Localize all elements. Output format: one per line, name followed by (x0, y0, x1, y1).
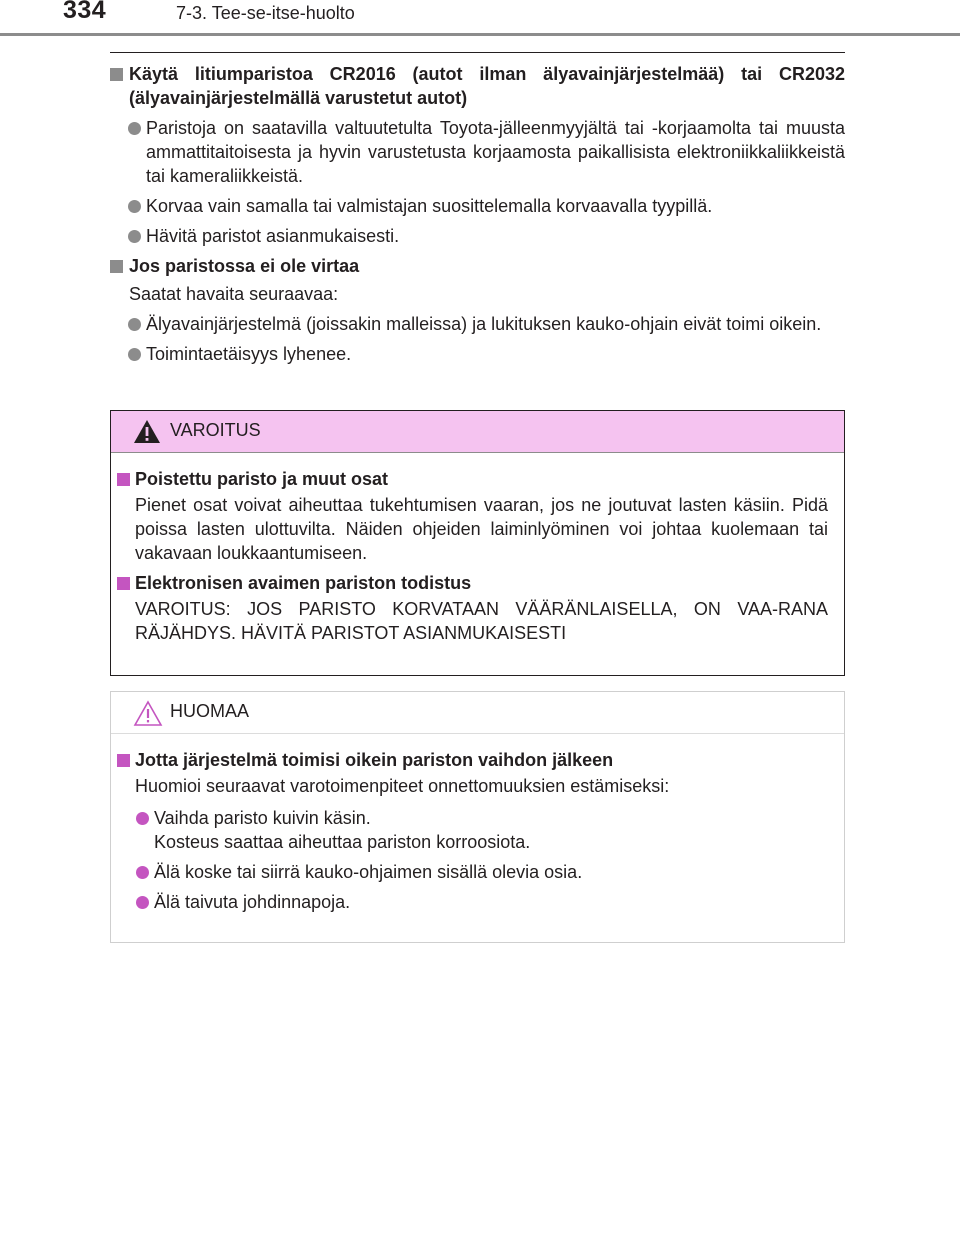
warning-item-heading-text: Poistettu paristo ja muut osat (135, 469, 389, 489)
square-bullet-icon (110, 68, 123, 81)
square-bullet-icon (110, 260, 123, 273)
warning-item-heading (111, 571, 844, 595)
warning-box (110, 410, 845, 676)
square-bullet-icon (117, 754, 130, 767)
section-intro: Saatat havaita seuraavaa: (129, 284, 339, 304)
warning-header (111, 411, 844, 453)
notice-heading (111, 748, 844, 772)
warning-item-text: Pienet osat voivat aiheuttaa tukehtumisen vaaran, jos ne joutuvat lasten käsiin. Pidä poissa lasten ulottuvilta. Näiden ohjeiden laiminlyöminen voi johtaa kuolemaan tai vakavaan loukkaantumiseen. (135, 495, 828, 563)
warning-body (111, 467, 844, 651)
list-item-text: Korvaa vain samalla tai valmistajan suosittelemalla korvaavalla tyypillä. (146, 196, 713, 216)
list-item (111, 860, 844, 884)
caution-triangle-outline-icon (133, 700, 163, 727)
notice-title: HUOMAA (170, 701, 250, 721)
list-item-text: Älyavainjärjestelmä (joissakin malleissa) ja lukituksen kauko-ohjain eivät toimi oikein. (146, 314, 822, 334)
square-bullet-icon (117, 577, 130, 590)
list-item-text: Paristoja on saatavilla valtuutetulta Toyota-jälleenmyyjältä tai -korjaamolta tai muusta ammattitaitoisesta ja hyvin varustetusta korjaamosta paikallisista elektroniikkaliikkeistä tai kameraliikkeistä. (146, 118, 845, 186)
list-item (111, 806, 844, 854)
section-title: 7-3. Tee-se-itse-huolto (176, 3, 355, 23)
round-bullet-icon (128, 318, 141, 331)
list-item-text: Hävitä paristot asianmukaisesti. (146, 226, 400, 246)
list-item (110, 312, 845, 336)
warning-triangle-icon (133, 419, 161, 444)
section-heading (110, 254, 845, 278)
notice-box (110, 691, 845, 943)
round-bullet-icon (128, 230, 141, 243)
header-divider (0, 33, 960, 36)
list-item-text: Älä taivuta johdinnapoja. (154, 892, 351, 912)
list-item-text: Vaihda paristo kuivin käsin. (154, 808, 371, 828)
main-content (110, 62, 845, 372)
section-heading-text: Käytä litiumparistoa CR2016 (autot ilman älyavainjärjestelmää) tai CR2032 (älyavainjärjestelmällä varustetut autot) (129, 64, 845, 108)
list-item (110, 116, 845, 188)
list-item (110, 342, 845, 366)
notice-intro: Huomioi seuraavat varotoimenpiteet onnettomuuksien estämiseksi: (135, 776, 670, 796)
warning-title: VAROITUS (170, 420, 261, 440)
section-heading (110, 62, 845, 110)
page-number: 334 (63, 0, 107, 24)
round-bullet-icon (128, 122, 141, 135)
round-bullet-icon (136, 812, 149, 825)
notice-body (111, 748, 844, 920)
round-bullet-icon (128, 200, 141, 213)
section-heading-text: Jos paristossa ei ole virtaa (129, 256, 360, 276)
content-divider (110, 52, 845, 53)
list-item-subtext: Kosteus saattaa aiheuttaa pariston korroosiota. (154, 832, 531, 852)
notice-header (111, 692, 844, 734)
square-bullet-icon (117, 473, 130, 486)
list-item (111, 890, 844, 914)
list-item-text: Älä koske tai siirrä kauko-ohjaimen sisällä olevia osia. (154, 862, 583, 882)
round-bullet-icon (136, 896, 149, 909)
list-item-text: Toimintaetäisyys lyhenee. (146, 344, 352, 364)
list-item (110, 224, 845, 248)
notice-heading-text: Jotta järjestelmä toimisi oikein pariston vaihdon jälkeen (135, 750, 614, 770)
round-bullet-icon (128, 348, 141, 361)
warning-item-heading-text: Elektronisen avaimen pariston todistus (135, 573, 472, 593)
list-item (110, 194, 845, 218)
warning-item-heading (111, 467, 844, 491)
round-bullet-icon (136, 866, 149, 879)
warning-item-text: VAROITUS: JOS PARISTO KORVATAAN VÄÄRÄNLAISELLA, ON VAA-RANA RÄJÄHDYS. HÄVITÄ PARISTOT ASIANMUKAISESTI (135, 599, 828, 643)
